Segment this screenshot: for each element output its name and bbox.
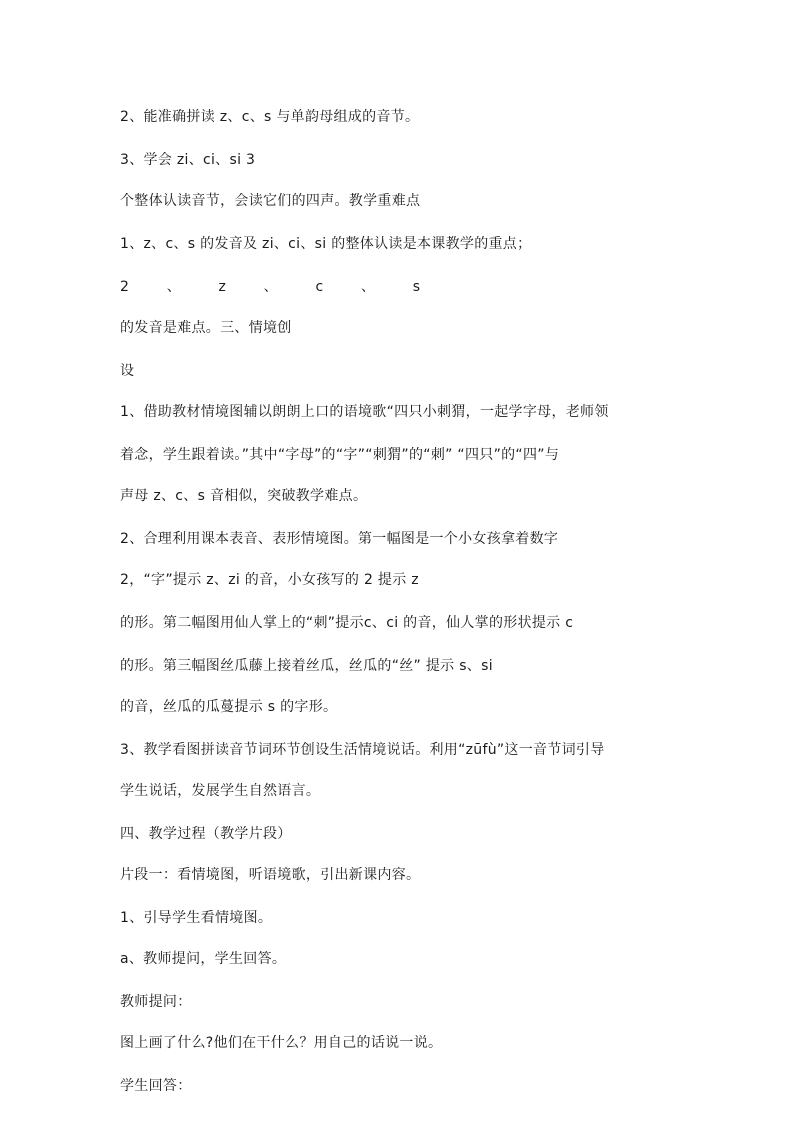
text-line-11: 2、合理利用课本表音、表形情境图。第一幅图是一个小女孩拿着数字 <box>120 531 559 547</box>
text-line-24: 学生回答： <box>120 1078 192 1094</box>
text-line-6: 的发音是难点。三、情境创 <box>120 320 292 336</box>
text-line-23: 图上画了什么?他们在干什么？用自己的话说一说。 <box>120 1035 443 1051</box>
text-line-17: 学生说话，发展学生自然语言。 <box>120 783 321 799</box>
text-line-16: 3、教学看图拼读音节词环节创设生活情境说话。利用“zūfù”这一音节词引导 <box>120 742 605 758</box>
text-line-20: 1、引导学生看情境图。 <box>120 910 273 926</box>
text-line-12: 2，“字”提示 z、zi 的音，小女孩写的 2 提示 z <box>120 572 419 588</box>
text-line-13: 的形。第二幅图用仙人掌上的“刺”提示c、ci 的音，仙人掌的形状提示 c <box>120 615 574 631</box>
text-line-7: 设 <box>120 363 135 379</box>
text-line-8: 1、借助教材情境图辅以朗朗上口的语境歌“四只小刺猬，一起学字母，老师领 <box>120 404 609 420</box>
text-line-3: 个整体认读音节，会读它们的四声。教学重难点 <box>120 193 421 209</box>
text-line-1: 2、能准确拼读 z、c、s 与单韵母组成的音节。 <box>120 109 420 125</box>
text-line-15: 的音，丝瓜的瓜蔓提示 s 的字形。 <box>120 699 338 715</box>
text-line-5: 2 、 z 、 c 、 s <box>120 279 421 295</box>
text-line-10: 声母 z、c、s 音相似，突破教学难点。 <box>120 488 368 504</box>
text-line-22: 教师提问： <box>120 994 192 1010</box>
text-line-21: a、教师提问，学生回答。 <box>120 951 287 967</box>
text-line-18: 四、教学过程（教学片段） <box>120 826 292 842</box>
text-line-2: 3、学会 zi、ci、si 3 <box>120 152 256 168</box>
text-line-4: 1、z、c、s 的发音及 zi、ci、si 的整体认读是本课教学的重点； <box>120 236 532 252</box>
text-line-19: 片段一：看情境图，听语境歌，引出新课内容。 <box>120 867 421 883</box>
text-line-9: 着念，学生跟着读。”其中“字母”的“字”“刺猬”的“刺” “四只”的“四”与 <box>120 447 560 463</box>
text-line-14: 的形。第三幅图丝瓜藤上接着丝瓜，丝瓜的“丝” 提示 s、si <box>120 658 493 674</box>
